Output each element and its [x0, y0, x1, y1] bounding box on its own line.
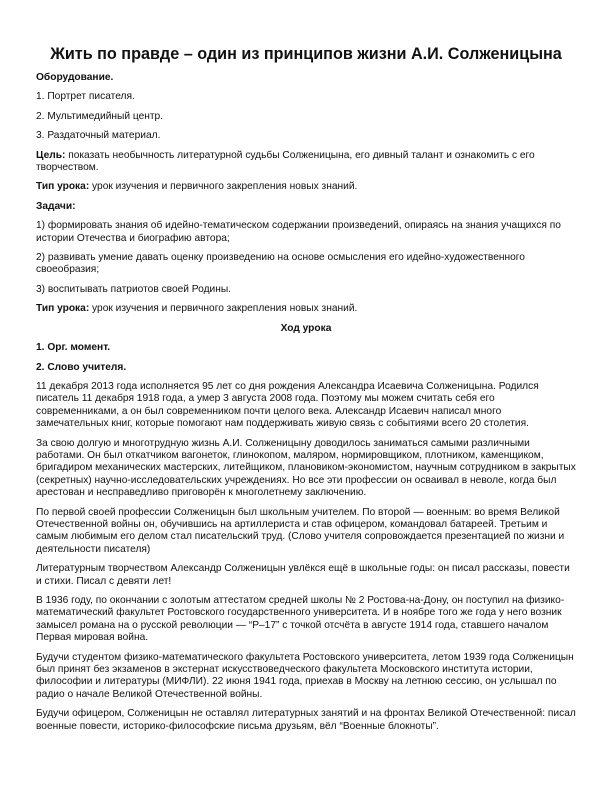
body-paragraph: Литературным творчеством Александр Солженицын увлёкся ещё в школьные годы: он писал рассказы, повести и стихи. Писал с девяти лет!: [36, 563, 570, 587]
equipment-heading: Оборудование.: [36, 72, 114, 83]
course-heading: Ход урока: [280, 322, 332, 334]
body-paragraph: 11 декабря 2013 года исполняется 95 лет со дня рождения Александра Исаевича Солженицына. Родился писатель 11 декабря 1918 года, а умер 3 августа 2008 года. Поэтому мы можем считать себя его современниками, а он был современником почти целого века. Александр Исаевич написал много замечательных книг, которые помогают нам поддерживать живую связь с событиями всего 20 столетия.: [36, 380, 539, 430]
equipment-item: 3. Раздаточный материал.: [36, 130, 161, 142]
task-item: 1) формировать знания об идейно-тематическом содержании произведений, опираясь на знания учащихся по истории Отечества и биографию автора;: [36, 220, 561, 244]
page-title: Жить по правде – один из принципов жизни А.И. Солженицына: [50, 45, 562, 63]
section-heading: 2. Слово учителя.: [36, 361, 127, 373]
lesson-type-text: урок изучения и первичного закрепления новых знаний.: [89, 181, 358, 193]
lesson-type-text: урок изучения и первичного закрепления новых знаний.: [89, 303, 358, 315]
goal-text: показать необычность литературной судьбы Солженицына, его дивный талант и ознакомить с его творчеством.: [36, 149, 535, 174]
task-item: 3) воспитывать патриотов своей Родины.: [36, 283, 232, 295]
goal-paragraph: [36, 150, 576, 175]
section-heading: 1. Орг. момент.: [36, 342, 111, 354]
body-paragraph: Будучи офицером, Солженицын не оставлял литературных занятий и на фронтах Великой Отечественной: писал военные повести, историко-философские письма друзьям, вёл “Военные блокноты”.: [36, 708, 576, 732]
body-paragraph: По первой своей профессии Солженицын был школьным учителем. По второй — военным: во время Великой Отечественной войны он, обучившись на артиллериста и став офицером, командовал батареей. Третьим и самым любимым его делом стал писательский труд. (Слово учителя сопровождается презентацией по жизни и деятельности писателя): [36, 506, 565, 555]
lesson-type-paragraph: [36, 181, 576, 193]
body-paragraph: Будучи студентом физико-математического факультета Ростовского университета, летом 1939 года Солженицын был принят без экзаменов в экстернат искусствоведческого факультета Московского института истории, философии и литературы (МИФЛИ). 22 июня 1941 года, приехав в Москву на летнюю сессию, он услышал по радио о начале Великой Отечественной войны.: [36, 651, 574, 700]
body-paragraph: За свою долгую и многотрудную жизнь А.И. Солженицыну доводилось заниматься самыми различными работами. Он был откатчиком вагонеток, глинокопом, маляром, нормировщиком, плотником, каменщиком, бригадиром механических мастерских, литейщиком, плановиком-экономистом, научным сотрудником в закрытых (секретных) научно-исследовательских учреждениях. Но все эти профессии он осваивал в неволе, когда был арестован и несправедливо приговорён к многолетнему заключению.: [36, 437, 576, 499]
equipment-item: 2. Мультимедийный центр.: [36, 110, 164, 122]
lesson-type-label: Тип урока:: [36, 303, 90, 315]
task-item: 2) развивать умение давать оценку произведению на основе осмысления его идейно-художественного своеобразия;: [36, 252, 525, 276]
tasks-heading: Задачи:: [36, 200, 76, 212]
equipment-item: 1. Портрет писателя.: [36, 91, 135, 103]
lesson-type-label: Тип урока:: [36, 181, 90, 193]
document-page: [36, 44, 576, 740]
body-paragraph: В 1936 году, по окончании с золотым аттестатом средней школы № 2 Ростова-на-Дону, он поступил на физико-математический факультет Ростовского государственного университета. И в ноябре того же года у него возник замысел романа на о русской революции — “Р–17” с точкой отсчёта в августе 1914 года, ставшего началом Первая мировая война.: [36, 595, 565, 644]
goal-label: Цель:: [36, 149, 66, 161]
lesson-type-paragraph: [36, 303, 576, 315]
